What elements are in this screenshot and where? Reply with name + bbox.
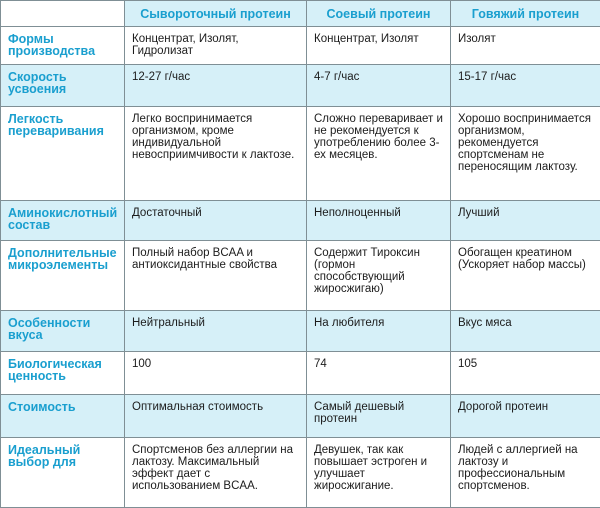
cell-whey: Оптимальная стоимость bbox=[125, 395, 307, 438]
cell-soy: Девушек, так как повышает эстроген и улучшает жиросжигание. bbox=[307, 438, 451, 508]
table-row-absorption-speed bbox=[1, 65, 600, 107]
cell-whey: Легко воспринимается организмом, кроме индивидуальной невосприимчивости к лактозе. bbox=[125, 107, 307, 201]
cell-soy: 4-7 г/час bbox=[307, 65, 451, 107]
cell-beef: Вкус мяса bbox=[451, 311, 600, 352]
cell-whey: Достаточный bbox=[125, 201, 307, 241]
table-row-biological-value bbox=[1, 352, 600, 395]
header-row bbox=[1, 1, 600, 27]
row-label: Скорость усвоения bbox=[1, 65, 125, 107]
cell-soy: Концентрат, Изолят bbox=[307, 27, 451, 65]
cell-beef: Хорошо воспринимается организмом, рекомендуется спортсменам не переносящим лактозу. bbox=[451, 107, 600, 201]
cell-beef: Дорогой протеин bbox=[451, 395, 600, 438]
row-label: Легкость переваривания bbox=[1, 107, 125, 201]
row-label: Формы производства bbox=[1, 27, 125, 65]
row-label: Аминокислотный состав bbox=[1, 201, 125, 241]
cell-soy: На любителя bbox=[307, 311, 451, 352]
cell-whey: Полный набор BCAA и антиоксидантные свойства bbox=[125, 241, 307, 311]
corner-header bbox=[1, 1, 125, 27]
table-row-taste bbox=[1, 311, 600, 352]
table-row-price bbox=[1, 395, 600, 438]
cell-soy: 74 bbox=[307, 352, 451, 395]
column-header-whey: Сывороточный протеин bbox=[125, 1, 307, 27]
cell-whey: Нейтральный bbox=[125, 311, 307, 352]
table-row-digestibility bbox=[1, 107, 600, 201]
cell-beef: 105 bbox=[451, 352, 600, 395]
table-row-micronutrients bbox=[1, 241, 600, 311]
cell-beef: Людей с аллергией на лактозу и профессиональным спортсменов. bbox=[451, 438, 600, 508]
cell-soy: Неполноценный bbox=[307, 201, 451, 241]
table-row-ideal-choice bbox=[1, 438, 600, 508]
row-label: Биологическая ценность bbox=[1, 352, 125, 395]
row-label: Идеальный выбор для bbox=[1, 438, 125, 508]
table-row-amino-acid-profile bbox=[1, 201, 600, 241]
row-label: Особенности вкуса bbox=[1, 311, 125, 352]
cell-whey: 12-27 г/час bbox=[125, 65, 307, 107]
cell-soy: Содержит Тироксин (гормон способствующий жиросжигаю) bbox=[307, 241, 451, 311]
cell-whey: 100 bbox=[125, 352, 307, 395]
cell-beef: 15-17 г/час bbox=[451, 65, 600, 107]
cell-whey: Спортсменов без аллергии на лактозу. Максимальный эффект дает с использованием BCAA. bbox=[125, 438, 307, 508]
cell-soy: Сложно переваривает и не рекомендуется к употреблению более 3-ех месяцев. bbox=[307, 107, 451, 201]
cell-soy: Самый дешевый протеин bbox=[307, 395, 451, 438]
row-label: Дополнительные микроэлементы bbox=[1, 241, 125, 311]
column-header-soy: Соевый протеин bbox=[307, 1, 451, 27]
cell-whey: Концентрат, Изолят, Гидролизат bbox=[125, 27, 307, 65]
cell-beef: Лучший bbox=[451, 201, 600, 241]
table-row-production-forms bbox=[1, 27, 600, 65]
cell-beef: Изолят bbox=[451, 27, 600, 65]
row-label: Стоимость bbox=[1, 395, 125, 438]
cell-beef: Обогащен креатином (Ускоряет набор массы) bbox=[451, 241, 600, 311]
column-header-beef: Говяжий протеин bbox=[451, 1, 600, 27]
